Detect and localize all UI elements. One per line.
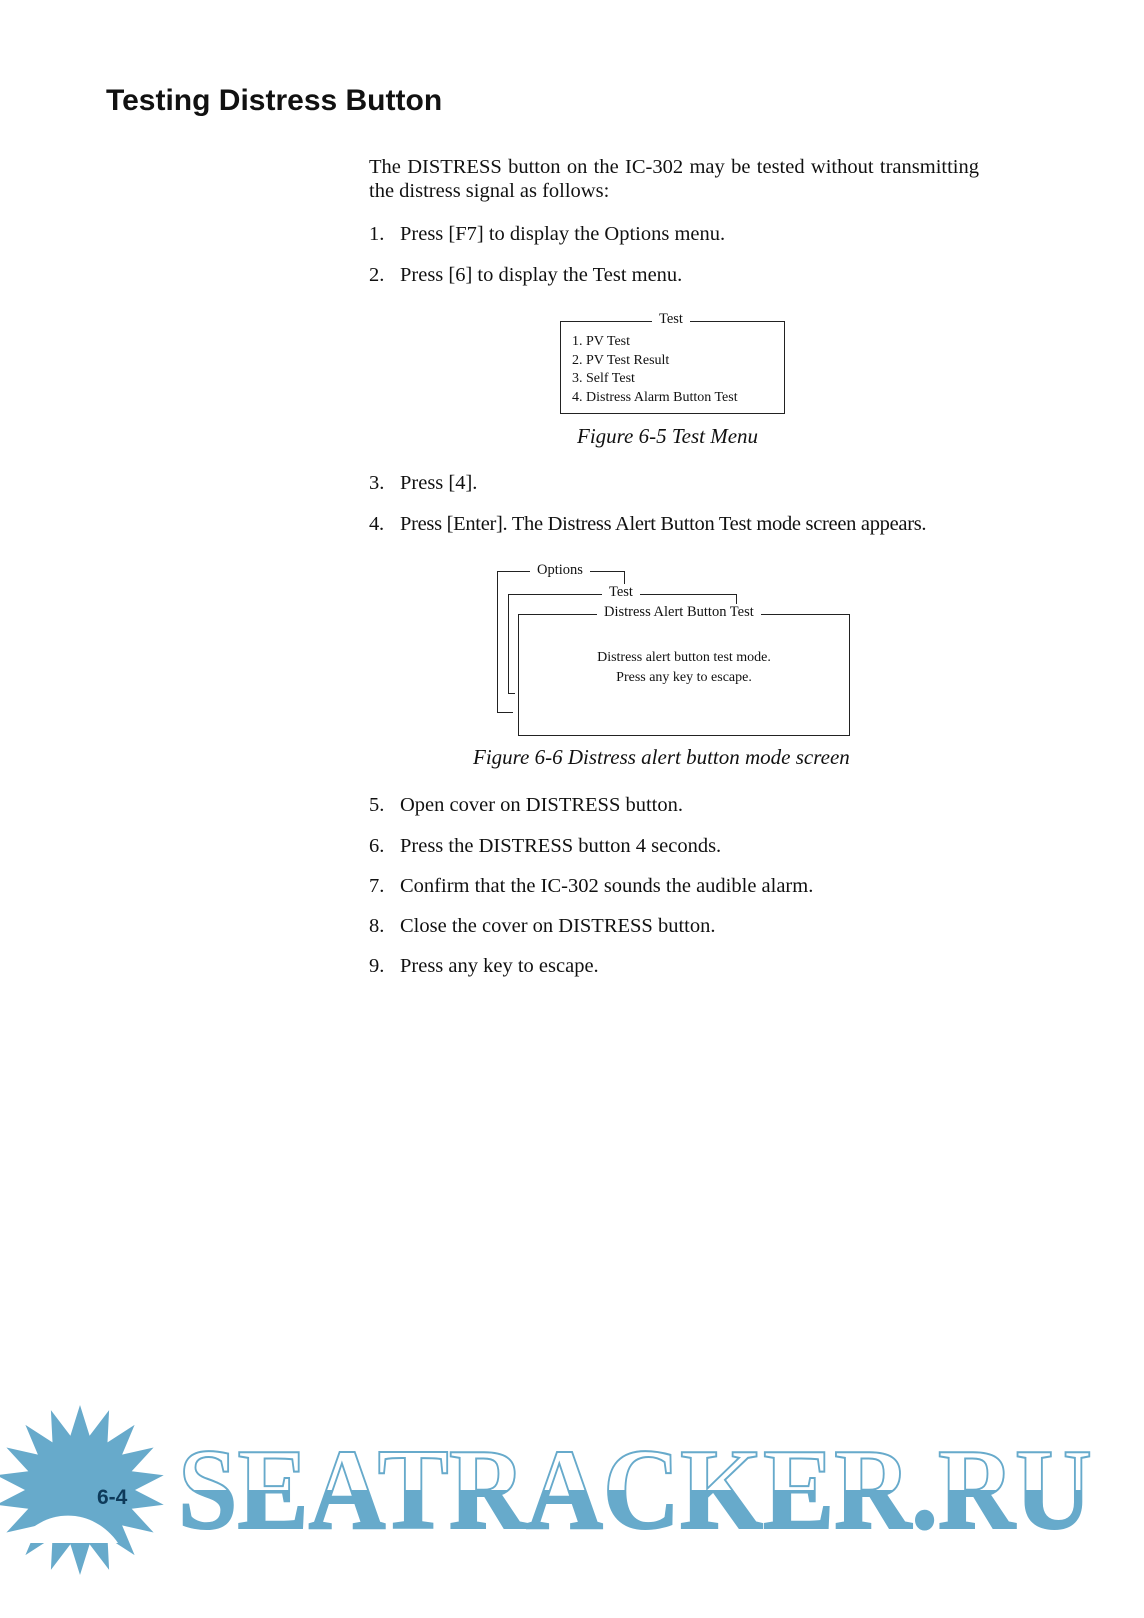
menu-item: 2. PV Test Result [572, 353, 670, 368]
step-text: Press [F7] to display the Options menu. [400, 223, 726, 245]
step-number: 1. [369, 223, 385, 245]
step-6 [369, 835, 721, 858]
step-number: 6. [369, 835, 385, 857]
watermark-text: SEATRACKER.RU [178, 1426, 1092, 1554]
step-text: Confirm that the IC-302 sounds the audible alarm. [400, 875, 814, 897]
sun-icon [0, 1405, 164, 1575]
intro-paragraph: The DISTRESS button on the IC-302 may be tested without transmitting the distress signal as follows: [369, 156, 979, 202]
menu-item: 4. Distress Alarm Button Test [572, 390, 738, 405]
step-text: Close the cover on DISTRESS button. [400, 915, 716, 937]
step-number: 9. [369, 955, 385, 977]
section-heading: Testing Distress Button [106, 84, 443, 117]
step-2 [369, 264, 682, 287]
step-text: Press the DISTRESS button 4 seconds. [400, 835, 722, 857]
step-number: 7. [369, 875, 385, 897]
step-7 [369, 875, 813, 898]
step-4 [369, 513, 926, 536]
step-8 [369, 915, 715, 938]
test-title: Test [602, 584, 640, 601]
step-number: 5. [369, 794, 385, 816]
step-text: Press [Enter]. The Distress Alert Button Test mode screen appears. [400, 513, 927, 535]
step-9 [369, 955, 599, 978]
step-text: Press [4]. [400, 472, 478, 494]
screen-message: Press any key to escape. [616, 670, 752, 685]
figure-caption: Figure 6-5 Test Menu [577, 424, 759, 448]
step-number: 2. [369, 264, 385, 286]
step-text: Press [6] to display the Test menu. [400, 264, 683, 286]
step-5 [369, 794, 683, 817]
screen-title: Distress Alert Button Test [597, 604, 761, 621]
test-menu-title: Test [652, 311, 690, 328]
step-3 [369, 472, 477, 495]
page-number: 6-4 [97, 1486, 128, 1509]
menu-item: 1. PV Test [572, 334, 631, 349]
watermark-logo [0, 1400, 1144, 1618]
step-text: Open cover on DISTRESS button. [400, 794, 683, 816]
step-text: Press any key to escape. [400, 955, 599, 977]
step-1 [369, 223, 725, 246]
step-number: 3. [369, 472, 385, 494]
step-number: 4. [369, 513, 384, 535]
options-title: Options [530, 562, 590, 579]
figure-caption: Figure 6-6 Distress alert button mode screen [473, 745, 850, 769]
step-number: 8. [369, 915, 385, 937]
menu-item: 3. Self Test [572, 371, 635, 386]
screen-message: Distress alert button test mode. [597, 650, 771, 665]
